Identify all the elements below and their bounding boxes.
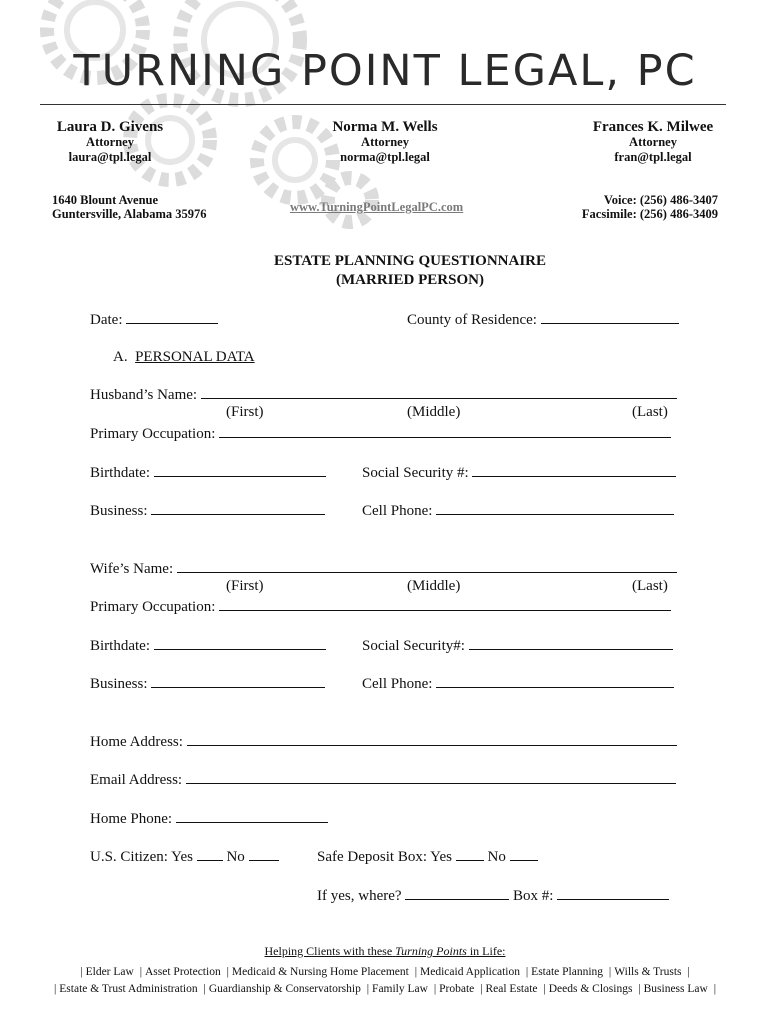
attorney-role: Attorney [361,135,409,149]
service-item: Estate & Trust Administration [59,983,198,995]
service-item: Asset Protection [145,966,221,978]
husband-cell-row [362,501,674,520]
footer-tagline [0,944,770,959]
first-caption: (First) [226,404,264,420]
tagline-post: in Life: [469,944,506,958]
county-label: County of Residence: [407,312,537,328]
box-number-field[interactable] [557,886,669,900]
office-address [52,193,207,221]
date-row [90,310,218,329]
birthdate-label: Birthdate: [90,638,150,654]
wife-occupation-row [90,597,671,616]
address-line-2: Guntersville, Alabama 35976 [52,207,207,221]
service-item: Business Law [643,983,708,995]
wife-cell-field[interactable] [436,674,674,688]
service-item: Medicaid & Nursing Home Placement [231,966,409,978]
wife-name-label: Wife’s Name: [90,561,174,577]
occupation-label: Primary Occupation: [90,599,216,615]
attorney-name: Frances K. Milwee [592,119,714,135]
ssn-label: Social Security #: [362,465,469,481]
box-location-row [317,886,669,905]
husband-birthdate-row [90,463,326,482]
service-item: Real Estate [485,983,538,995]
home-address-label: Home Address: [90,734,183,750]
husband-business-field[interactable] [151,501,325,515]
section-letter: A. [113,349,128,365]
header-divider [40,104,726,105]
phone-block [582,193,718,221]
box-location-field[interactable] [405,886,509,900]
husband-ssn-row [362,463,676,482]
service-item: Medicaid Application [420,966,520,978]
services-row-1: | Elder Law | Asset Protection | Medicaid & Nursing Home Placement | Medicaid Application | Estate Planning | Wills & Trusts | [80,966,690,978]
services-row-2: | Estate & Trust Administration | Guardianship & Conservatorship | Family Law | Probate | Real Estate | Deeds & Closings | Business Law | [53,983,717,995]
middle-caption: (Middle) [407,404,461,420]
safe-deposit-row [317,847,538,866]
section-title: PERSONAL DATA [135,349,255,365]
husband-birthdate-field[interactable] [154,463,326,477]
attorney-email: laura@tpl.legal [68,150,152,164]
service-item: Estate Planning [531,966,604,978]
service-item: Elder Law [85,966,134,978]
citizen-no-label: No [226,849,245,865]
service-item: Guardianship & Conservatorship [208,983,361,995]
ssn-label: Social Security#: [362,638,465,654]
birthdate-label: Birthdate: [90,465,150,481]
wife-name-field[interactable] [177,559,677,573]
husband-name-label: Husband’s Name: [90,387,198,403]
wife-occupation-field[interactable] [219,597,671,611]
husband-name-row [90,385,677,404]
attorney-name: Norma M. Wells [332,119,438,135]
husband-ssn-field[interactable] [472,463,676,477]
safe-deposit-yes-field[interactable] [456,847,484,861]
attorney-role: Attorney [86,135,134,149]
home-phone-field[interactable] [176,809,328,823]
home-phone-label: Home Phone: [90,811,173,827]
cell-label: Cell Phone: [362,676,433,692]
citizen-yes-field[interactable] [197,847,223,861]
wife-birthdate-field[interactable] [154,636,326,650]
occupation-label: Primary Occupation: [90,426,216,442]
attorney-2 [310,120,460,165]
date-field[interactable] [126,310,218,324]
attorney-email: fran@tpl.legal [614,150,692,164]
service-item: Probate [439,983,475,995]
service-item: Wills & Trusts [614,966,682,978]
website-link[interactable]: www.TurningPointLegalPC.com [290,200,464,214]
citizen-label: U.S. Citizen: Yes [90,849,193,865]
attorney-name: Laura D. Givens [56,119,164,135]
first-caption: (First) [226,578,264,594]
wife-ssn-row [362,636,673,655]
wife-birthdate-row [90,636,326,655]
service-item: Deeds & Closings [548,983,633,995]
safe-deposit-no-label: No [487,849,506,865]
last-caption: (Last) [632,578,668,594]
service-item: Family Law [372,983,428,995]
wife-cell-row [362,674,674,693]
attorney-email: norma@tpl.legal [340,150,430,164]
voice-number: Voice: (256) 486-3407 [603,193,718,207]
attorney-role: Attorney [629,135,677,149]
safe-deposit-label: Safe Deposit Box: Yes [317,849,453,865]
home-phone-row [90,809,328,828]
citizen-row [90,847,279,866]
middle-caption: (Middle) [407,578,461,594]
email-label: Email Address: [90,772,183,788]
cell-label: Cell Phone: [362,503,433,519]
last-caption: (Last) [632,404,668,420]
home-address-row [90,732,677,751]
home-address-field[interactable] [187,732,677,746]
if-yes-label: If yes, where? [317,888,402,904]
county-field[interactable] [541,310,679,324]
business-label: Business: [90,503,148,519]
husband-name-field[interactable] [201,385,677,399]
wife-business-field[interactable] [151,674,325,688]
fax-number: Facsimile: (256) 486-3409 [581,207,718,221]
date-label: Date: [90,312,123,328]
husband-business-row [90,501,325,520]
address-line-1: 1640 Blount Avenue [52,193,159,207]
section-heading [113,348,255,366]
husband-occupation-field[interactable] [219,424,671,438]
email-row [90,770,676,789]
box-number-label: Box #: [513,888,554,904]
attorney-1 [40,120,180,165]
safe-deposit-no-field[interactable] [510,847,538,861]
citizen-no-field[interactable] [249,847,279,861]
husband-occupation-row [90,424,671,443]
tagline-em: Turning Points [395,944,467,958]
document-title [0,252,770,290]
attorney-3 [578,120,728,165]
business-label: Business: [90,676,148,692]
title-main: ESTATE PLANNING QUESTIONNAIRE [274,253,546,269]
tagline-pre: Helping Clients with these [264,944,393,958]
email-field[interactable] [186,770,676,784]
county-row [407,310,679,329]
wife-business-row [90,674,325,693]
wife-ssn-field[interactable] [469,636,673,650]
wife-name-row [90,559,677,578]
husband-cell-field[interactable] [436,501,674,515]
firm-name: TURNING POINT LEGAL, PC [73,46,697,96]
title-sub: (MARRIED PERSON) [336,272,484,288]
